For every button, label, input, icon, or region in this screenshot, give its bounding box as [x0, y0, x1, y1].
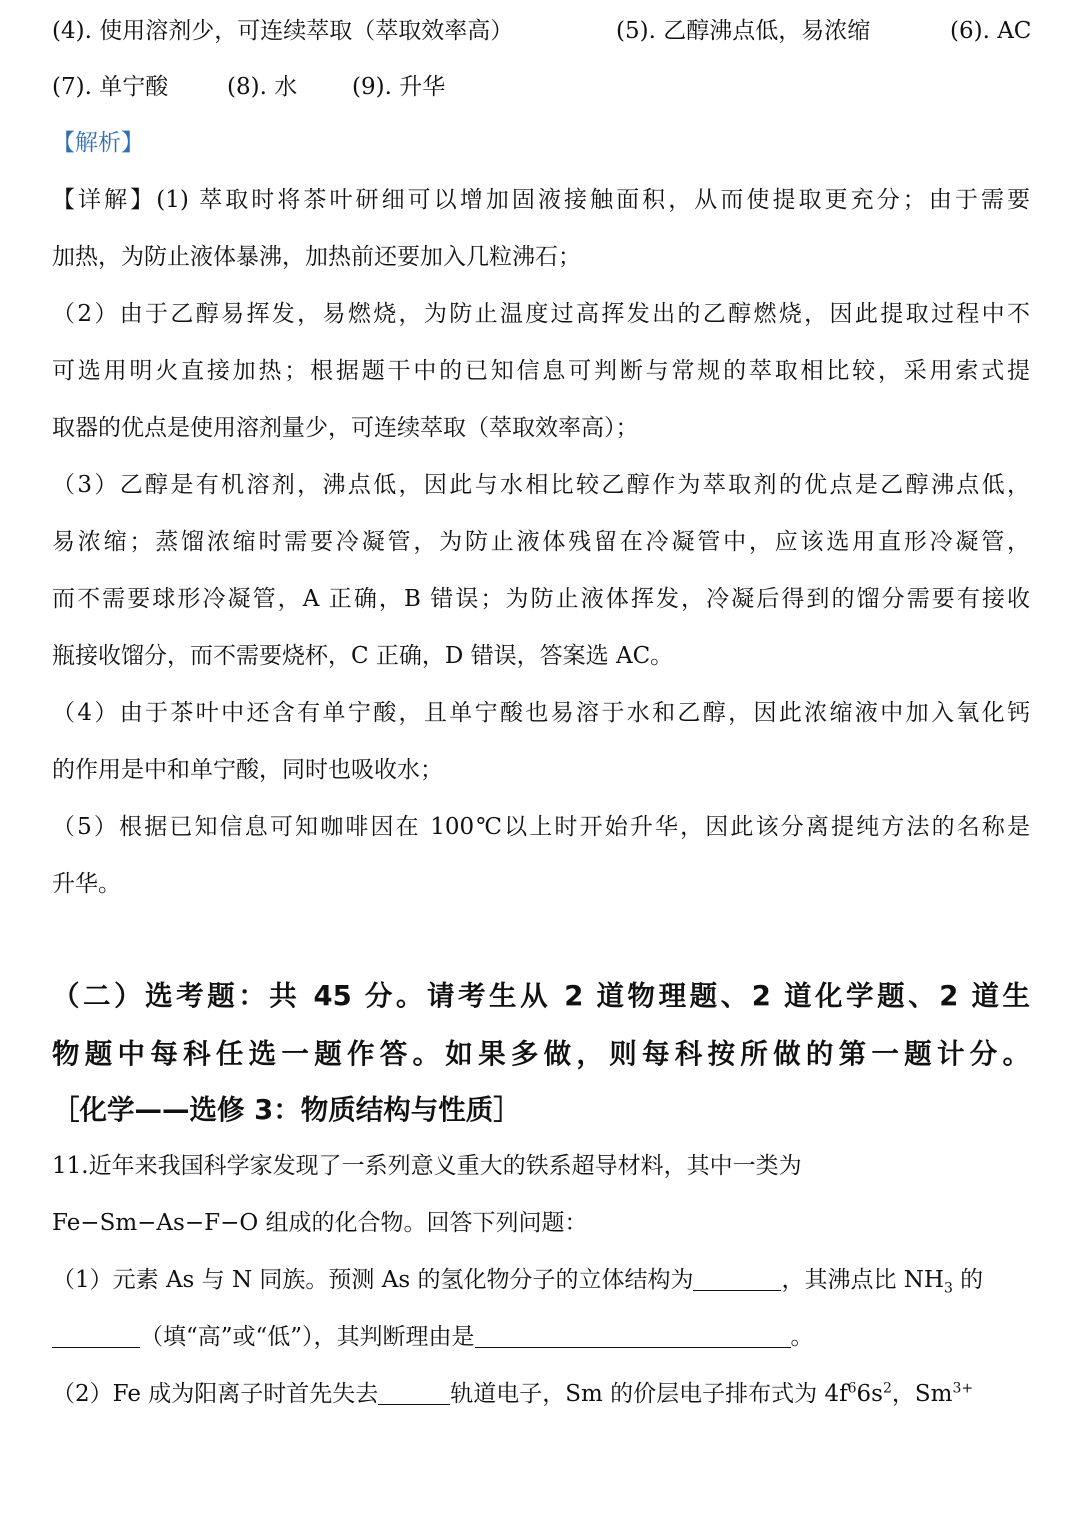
superscript: 6: [847, 1380, 857, 1397]
question-intro: Fe−Sm−As−F−O 组成的化合物。回答下列问题：: [52, 1210, 588, 1236]
explanation-line: 【详解】(1) 萃取时将茶叶研细可以增加固液接触面积，从而使提取更充分；由于需要: [52, 187, 1030, 213]
explanation-line: 可选用明火直接加热；根据题干中的已知信息可判断与常规的萃取相比较，采用索式提: [52, 358, 1030, 384]
explanation-line: 取器的优点是使用溶剂量少，可连续萃取（萃取效率高）；: [52, 415, 639, 441]
explanation-line: 加热，为防止液体暴沸，加热前还要加入几粒沸石；: [52, 244, 581, 270]
question-text: 的: [952, 1267, 984, 1293]
superscript: 3+: [952, 1380, 974, 1397]
question-text: ，Sm: [891, 1381, 953, 1407]
explanation-line: （2）由于乙醇易挥发，易燃烧，为防止温度过高挥发出的乙醇燃烧，因此提取过程中不: [52, 301, 1030, 327]
question-part-1: [52, 1263, 1030, 1297]
question-part-1-cont: [52, 1320, 1030, 1354]
explanation-line: 瓶接收馏分，而不需要烧杯，C 正确，D 错误，答案选 AC。: [52, 643, 674, 669]
explanation-line: （3）乙醇是有机溶剂，沸点低，因此与水相比较乙醇作为萃取剂的优点是乙醇沸点低，: [52, 472, 1030, 498]
answer-4: (4). 使用溶剂少，可连续萃取（萃取效率高）: [52, 18, 514, 44]
question-text: 6s: [856, 1381, 883, 1407]
question-text: ，其沸点比 NH: [781, 1267, 944, 1293]
answer-7: (7). 单宁酸: [52, 74, 169, 100]
explanation-line: 而不需要球形冷凝管，A 正确，B 错误；为防止液体挥发，冷凝后得到的馏分需要有接收: [52, 586, 1030, 612]
question-text: （1）元素 As 与 N 同族。预测 As 的氢化物分子的立体结构为: [52, 1267, 694, 1293]
answer-8: (8). 水: [227, 74, 298, 100]
question-text: 轨道电子，Sm 的价层电子排布式为 4f: [450, 1381, 848, 1407]
explanation-line: 的作用是中和单宁酸，同时也吸收水；: [52, 757, 443, 783]
subscript: 3: [943, 1280, 953, 1297]
explanation-line: （4）由于茶叶中还含有单宁酸，且单宁酸也易溶于水和乙醇，因此浓缩液中加入氧化钙: [52, 700, 1030, 726]
question-part-2: [52, 1377, 1030, 1411]
superscript: 2: [882, 1380, 892, 1397]
section-heading-line: （二）选考题：共 45 分。请考生从 2 道物理题、2 道化学题、2 道生: [52, 980, 1030, 1012]
analysis-label: 【解析】: [52, 130, 144, 156]
answer-6: (6). AC: [950, 18, 1032, 44]
answer-blank[interactable]: [693, 1264, 781, 1291]
section-heading-line: 物题中每科任选一题作答。如果多做，则每科按所做的第一题计分。: [52, 1038, 1030, 1070]
answer-blank[interactable]: [52, 1321, 140, 1348]
question-text: （2）Fe 成为阳离子时首先失去: [52, 1381, 379, 1407]
explanation-line: （5）根据已知信息可知咖啡因在 100℃以上时开始升华，因此该分离提纯方法的名称是: [52, 814, 1030, 840]
question-intro: 11.近年来我国科学家发现了一系列意义重大的铁系超导材料，其中一类为: [52, 1153, 802, 1179]
answer-5: (5). 乙醇沸点低，易浓缩: [616, 18, 871, 44]
explanation-line: 升华。: [52, 871, 121, 897]
question-text: 。: [790, 1324, 814, 1350]
answer-9: (9). 升华: [352, 74, 446, 100]
answer-blank[interactable]: [475, 1321, 791, 1348]
answer-blank[interactable]: [378, 1378, 450, 1405]
question-text: （填“高”或“低”），其判断理由是: [140, 1324, 475, 1350]
explanation-line: 易浓缩；蒸馏浓缩时需要冷凝管，为防止液体残留在冷凝管中，应该选用直形冷凝管，: [52, 529, 1030, 555]
section-heading-line: ［化学——选修 3：物质结构与性质］: [52, 1094, 521, 1126]
